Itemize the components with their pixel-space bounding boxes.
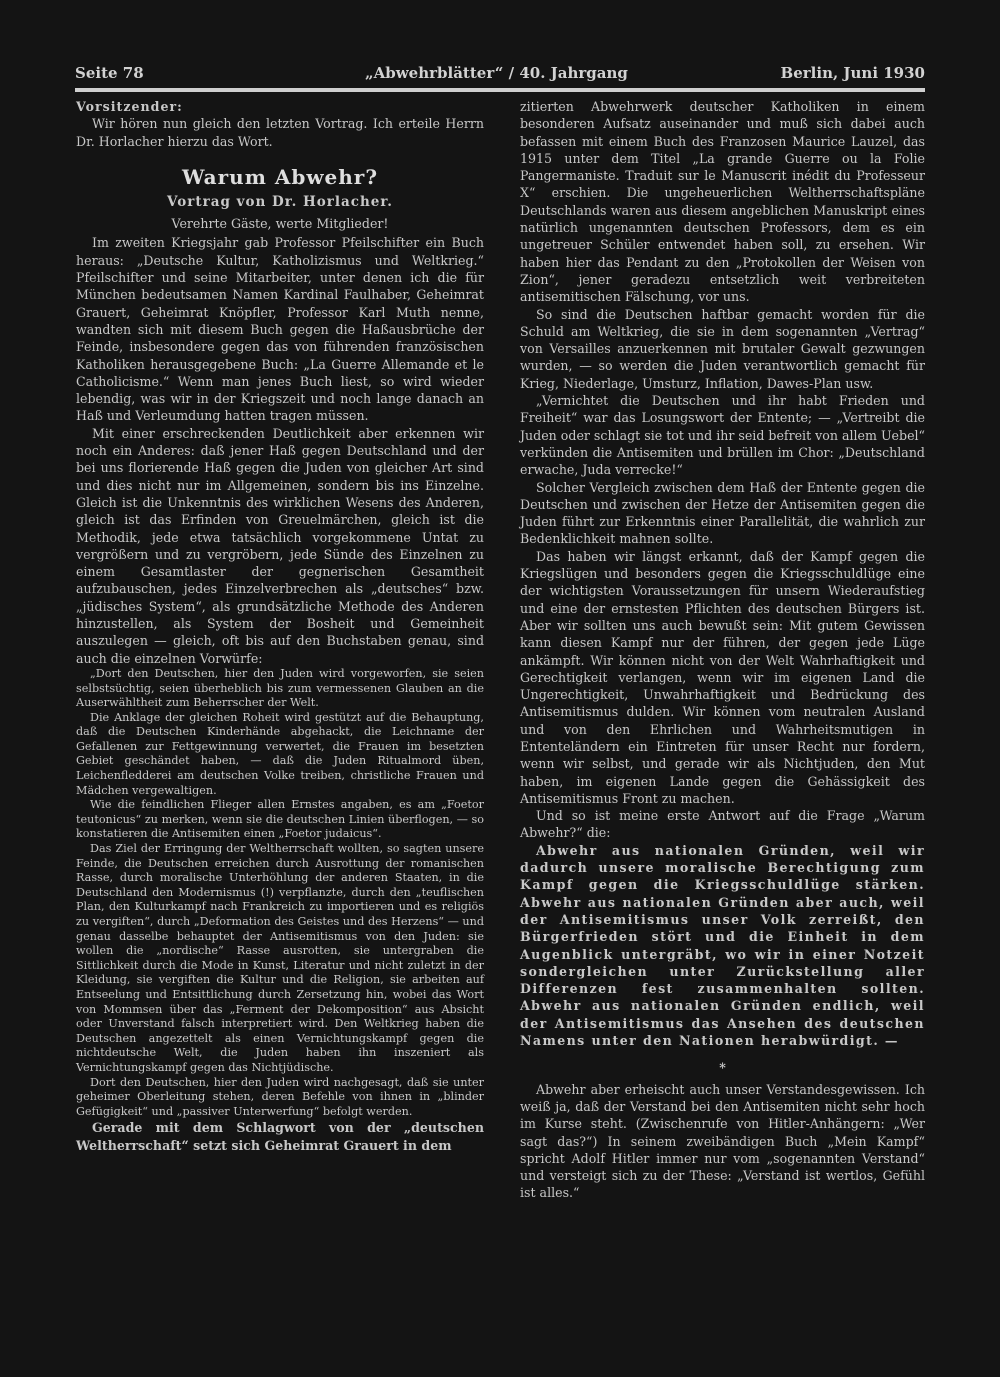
left-column [76, 98, 484, 1154]
journal-title: „Abwehrblätter“ / 40. Jahrgang [365, 64, 628, 82]
paragraph: Solcher Vergleich zwischen dem Haß der Entente gegen die Deutschen und zwischen der Hetze der Antisemiten gegen die Juden führt zur Erkenntnis einer Parallelität, die wahrlich zur Bedenklichkeit mahnen sollte. [520, 479, 925, 547]
quote-paragraph: Die Anklage der gleichen Roheit wird gestützt auf die Behauptung, daß die Deutschen Kinderhände abgehackt, die Leichname der Gefallenen zur Fettgewinnung verwertet, die Frauen im besetzten Gebiet geschändet haben, — daß die Juden Ritualmord üben, Leichenfledderei am deutschen Volke treiben, christliche Frauen und Mädchen vergewaltigen. [76, 710, 484, 797]
quote-paragraph: „Dort den Deutschen, hier den Juden wird vorgeworfen, sie seien selbstsüchtig, seien überheblich bis zum vermessenen Glauben an die Auserwähltheit zum Beherrscher der Welt. [76, 666, 484, 710]
paragraph: So sind die Deutschen haftbar gemacht worden für die Schuld am Weltkrieg, die sie in dem sogenannten „Vertrag“ von Versailles anzuerkennen mit brutaler Gewalt gezwungen wurden, — so werden die Juden verantwortlich gemacht für Krieg, Niederlage, Umsturz, Inflation, Dawes-Plan usw. [520, 306, 925, 391]
paragraph: Gerade mit dem Schlagwort von der „deutschen Weltherrschaft“ setzt sich Geheimrat Grauert in dem [76, 1120, 484, 1153]
section-separator: * [719, 1060, 726, 1076]
paragraph: Mit einer erschreckenden Deutlichkeit aber erkennen wir noch ein Anderes: daß jener Haß gegen Deutschland und der bei uns florierende Haß gegen die Juden von gleicher Art sind und dies nicht nur im Allgemeinen, sondern bis ins Einzelne. Gleich ist die Unkenntnis des wirklichen Wesens des Anderen, gleich ist das Erfinden von Greuelmärchen, gleich ist die Methodik, jede etwa tatsächlich vorgekommene Untat zu vergrößern und zu vergröbern, jede Sünde des Einzelnen zu einem Gesamtlaster der gegnerischen Gesamtheit aufzubauschen, jedes Einzelverbrechen als „deutsches“ bzw. „jüdisches System“, als grundsätzliche Methode des Anderen hinzustellen, als System der Bosheit und Gemeinheit auszulegen — gleich, oft bis auf den Buchstaben genau, sind auch die einzelnen Vorwürfe: [76, 425, 484, 666]
paragraph: „Vernichtet die Deutschen und ihr habt Frieden und Freiheit“ war das Losungswort der Entente; — „Vertreibt die Juden oder schlagt sie tot und ihr seid befreit von allem Uebel“ verkünden die Antisemiten und brüllen im Chor: „Deutschland erwache, Juda verrecke!“ [520, 393, 925, 478]
paragraph: Und so ist meine erste Antwort auf die Frage „Warum Abwehr?“ die: [520, 808, 925, 841]
header-rule [75, 88, 925, 92]
paragraph: zitierten Abwehrwerk deutscher Katholiken in einem besonderen Aufsatz auseinander und muß sich dabei auch befassen mit einem Buch des Franzosen Maurice Lauzel, das 1915 unter dem Titel „La grande Guerre ou la Folie Pangermaniste. Traduit sur le Manuscrit inédit du Professeur X“ erschien. Die ungeheuerlichen Weltherrschaftspläne Deutschlands waren aus diesem angeblichen Manuskript eines natürlich ungenannten deutschen Professors, dem es ein ungetreuer Schüler entwendet haben soll, zu ersehen. Wir haben hier das Pendant zu den „Protokollen der Weisen von Zion“, jener geradezu entsetzlich weit verbreiteten antisemitischen Fälschung, vor uns. [520, 99, 925, 305]
page-number: Seite 78 [75, 64, 144, 82]
paragraph: Abwehr aber erheischt auch unser Verstandesgewissen. Ich weiß ja, daß der Verstand bei den Antisemiten nicht sehr hoch im Kurse steht. (Zwischenrufe von Hitler-Anhängern: „Wer sagt das?“) In seinem zweibändigen Buch „Mein Kampf“ spricht Adolf Hitler immer nur vom „sogenannten Verstand“ und versteigt sich zu der These: „Verstand ist wertlos, Gefühl ist alles.“ [520, 1081, 925, 1201]
article-title: Warum Abwehr? [181, 164, 379, 189]
speaker-label: Vorsitzender: [76, 99, 183, 114]
greeting: Verehrte Gäste, werte Mitglieder! [171, 216, 389, 232]
quote-paragraph: Das Ziel der Erringung der Weltherrschaft wollten, so sagten unsere Feinde, die Deutschen erreichen durch Ausrottung der romanischen Rasse, durch moralische Unterhöhlung der anderen Staaten, in die Deutschland den Modernismus (!) verpflanzte, durch den „teuflischen Plan, den Kulturkampf nach Frankreich zu importieren und es religiös zu vergiften“, durch „Deformation des Geistes und des Herzens“ — und genau dasselbe behauptet der Antisemitismus von den Juden: sie wollen die „nordische“ Rasse ausrotten, sie untergraben die Sittlichkeit durch die Mode in Kunst, Literatur und nicht zuletzt in der Kleidung, sie vergiften die Kultur und die Religion, sie arbeiten auf Entseelung und Entsittlichung durch Zersetzung hin, wobei das Wort von Mommsen über das „Ferment der Dekomposition“ aus Absicht oder Unverstand falsch interpretiert wird. Den Weltkrieg haben die Deutschen angezettelt als einen Vernichtungskampf gegen die nichtdeutsche Welt, die Juden haben ihn inszeniert als Vernichtungskampf gegen das Nichtjüdische. [76, 842, 484, 1074]
intro-paragraph: Wir hören nun gleich den letzten Vortrag. Ich erteile Herrn Dr. Horlacher hierzu das Wort. [76, 116, 484, 149]
page-header [75, 62, 925, 84]
quote-paragraph: Wie die feindlichen Flieger allen Ernstes angaben, es am „Foetor teutonicus“ zu merken, wenn sie die deutschen Linien überflogen, — so konstatieren die Antisemiten einen „Foetor judaicus“. [76, 798, 484, 841]
place-date: Berlin, Juni 1930 [780, 64, 925, 82]
paragraph: Im zweiten Kriegsjahr gab Professor Pfeilschifter ein Buch heraus: „Deutsche Kultur, Katholizismus und Weltkrieg.“ Pfeilschifter und seine Mitarbeiter, unter denen ich die für München bedeutsamen Namen Kardinal Faulhaber, Geheimrat Grauert, Geheimrat Knöpfler, Professor Karl Muth nenne, wandten sich mit diesem Buch gegen die Haßausbrüche der Feinde, insbesondere gegen das von führenden französischen Katholiken herausgegebene Buch: „La Guerre Allemande et le Catholicisme.“ Wenn man jenes Buch liest, so wird wieder lebendig, was wir in der Kriegszeit und noch lange danach an Haß und Verleumdung hatten tragen müssen. [76, 235, 484, 424]
emphasized-paragraph: Abwehr aus nationalen Gründen, weil wir dadurch unsere moralische Berechtigung zum Kampf gegen die Kriegsschuldlüge stärken. Abwehr aus nationalen Gründen aber auch, weil der Antisemitismus unser Volk zerreißt, den Bürgerfrieden stört und die Einheit in dem Augenblick untergräbt, wo wir in einer Notzeit sondergleichen unter Zurückstellung aller Differenzen fest zusammenhalten sollten. Abwehr aus nationalen Gründen endlich, weil der Antisemitismus das Ansehen des deutschen Namens unter den Nationen herabwürdigt. — [520, 842, 925, 1049]
paragraph: Das haben wir längst erkannt, daß der Kampf gegen die Kriegslügen und besonders gegen die Kriegsschuldlüge eine der wichtigsten Voraussetzungen für unsern Wiederaufstieg und eine der ernstesten Pflichten des deutschen Bürgers ist. Aber wir sollten uns auch bewußt sein: Mit gutem Gewissen kann diesen Kampf nur der führen, der gegen jede Lüge ankämpft. Wir können nicht von der Welt Wahrhaftigkeit und Gerechtigkeit verlangen, wenn wir im eigenen Land die Ungerechtigkeit, Unwahrhaftigkeit und Bedrückung des Antisemitismus dulden. Wir können vom neutralen Ausland und von den Ehrlichen und Wahrheitsmutigen in Ententeländern ein Eintreten für unser Recht nur fordern, wenn wir selbst, und gerade wir als Nichtjuden, den Mut haben, im eigenen Lande gegen die Gehässigkeit des Antisemitismus Front zu machen. [520, 548, 925, 806]
quote-paragraph: Dort den Deutschen, hier den Juden wird nachgesagt, daß sie unter geheimer Oberleitung stehen, deren Befehle von ihnen in „blinder Gefügigkeit“ und „passiver Unterwerfung“ befolgt werden. [76, 1075, 484, 1118]
right-column [520, 98, 925, 1202]
quoted-block [76, 667, 484, 1119]
article-subtitle: Vortrag von Dr. Horlacher. [167, 193, 393, 210]
